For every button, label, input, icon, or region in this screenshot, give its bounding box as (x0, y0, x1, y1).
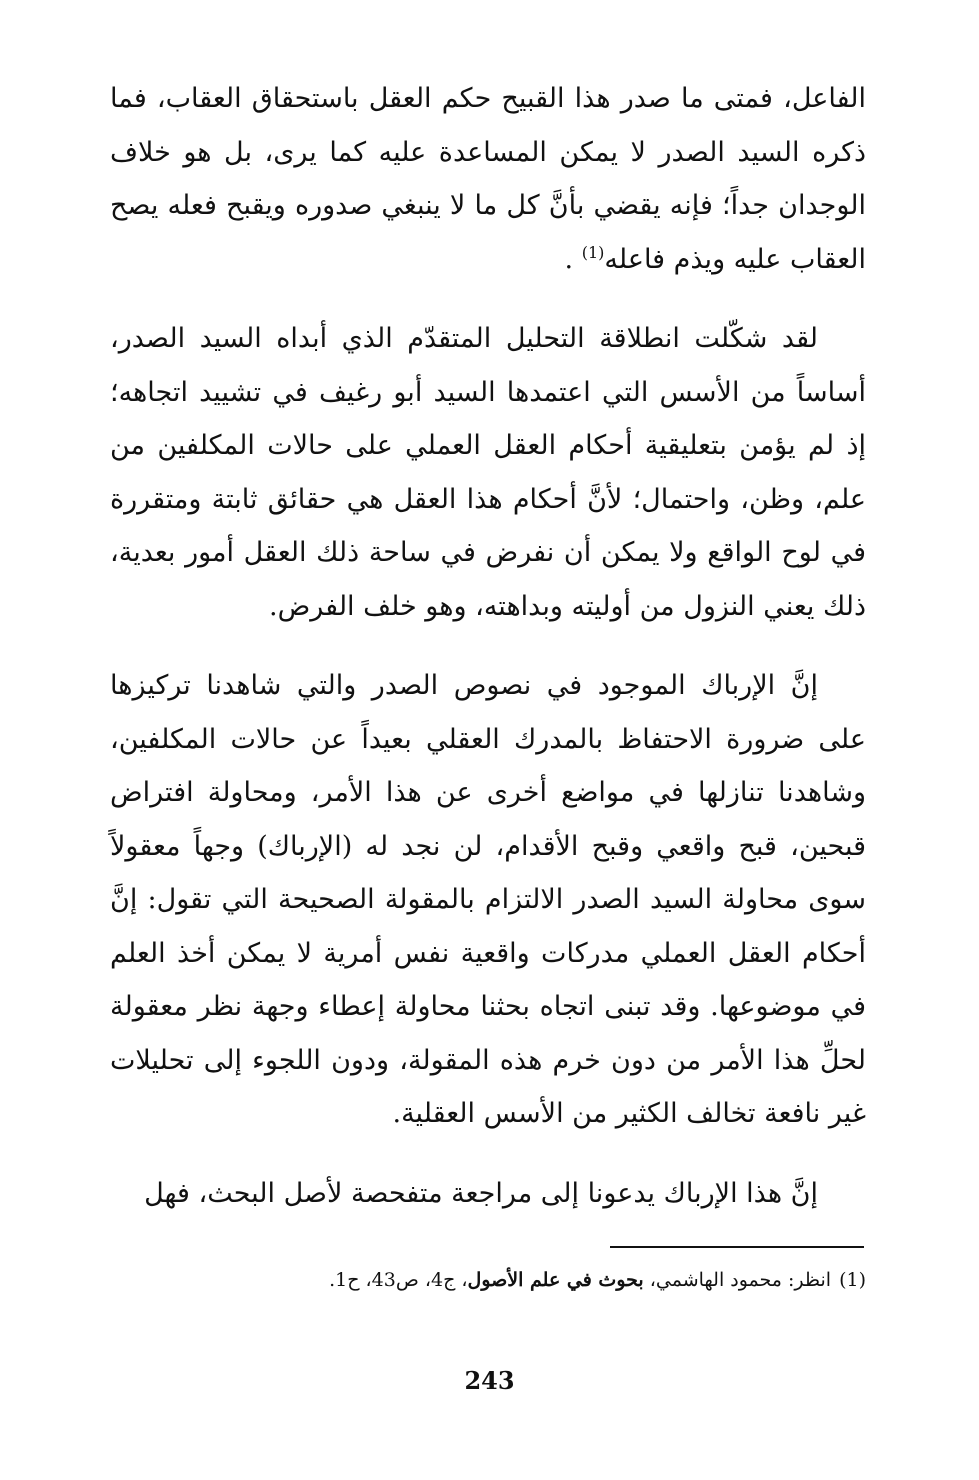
paragraph-2: لقد شكّلت انطلاقة التحليل المتقدّم الذي أبداه السيد الصدر، أساساً من الأسس التي اعتمدها السيد أبو رغيف في تشييد اتجاهه؛ إذ لم يؤمن بتعليقية أحكام العقل العملي على حالات المكلفين من علم، وظن، واحتمال؛ لأنَّ أحكام هذا العقل هي حقائق ثابتة ومتقررة في لوح الواقع ولا يمكن أن نفرض في ساحة ذلك العقل أمور بعدية، ذلك يعني النزول من أوليته وبداهته، وهو خلف الفرض. (110, 323, 866, 622)
paragraph-3: إنَّ الإرباك الموجود في نصوص الصدر والتي شاهدنا تركيزها على ضرورة الاحتفاظ بالمدرك العقلي بعيداً عن حالات المكلفين، وشاهدنا تنازلها في مواضع أخرى عن هذا الأمر، ومحاولة افتراض قبحين، قبح واقعي وقبح الأقدام، لن نجد له (الإرباك) وجهاً معقولاً سوى محاولة السيد الصدر الالتزام بالمقولة الصحيحة التي تقول: إنَّ أحكام العقل العملي مدركات واقعية نفس أمرية لا يمكن أخذ العلم في موضوعها. وقد تبنى اتجاه بحثنا محاولة إعطاء وجهة نظر معقولة لحلِّ هذا الأمر من دون خرم هذه المقولة، ودون اللجوء إلى تحليلات غير نافعة تخالف الكثير من الأسس العقلية. (110, 670, 866, 1129)
footnote-suffix: ، ج4، ص43، ح1. (329, 1269, 468, 1291)
paragraph-1 (110, 72, 866, 286)
page-body (110, 72, 866, 1220)
footnote-number: (1) (839, 1269, 866, 1291)
footnote-reference: (1) (581, 242, 605, 262)
footnote-prefix: انظر: محمود الهاشمي، (649, 1269, 832, 1291)
paragraph-4: إنَّ هذا الإرباك يدعونا إلى مراجعة متفحصة لأصل البحث، فهل (144, 1177, 818, 1209)
footnote (110, 1264, 866, 1296)
paragraph-1-text: الفاعل، فمتى ما صدر هذا القبيح حكم العقل باستحقاق العقاب، فما ذكره السيد الصدر لا يمكن المساعدة عليه كما يرى، بل هو خلاف الوجدان جداً؛ فإنه يقضي بأنَّ كل ما لا ينبغي صدوره ويقبح فعله يصح العقاب عليه ويذم فاعله (110, 83, 866, 275)
footnote-book-title: بحوث في علم الأصول (467, 1269, 644, 1291)
paragraph-1-tail: . (564, 243, 574, 275)
page-number: 243 (464, 1366, 515, 1395)
footnote-divider (610, 1246, 864, 1248)
